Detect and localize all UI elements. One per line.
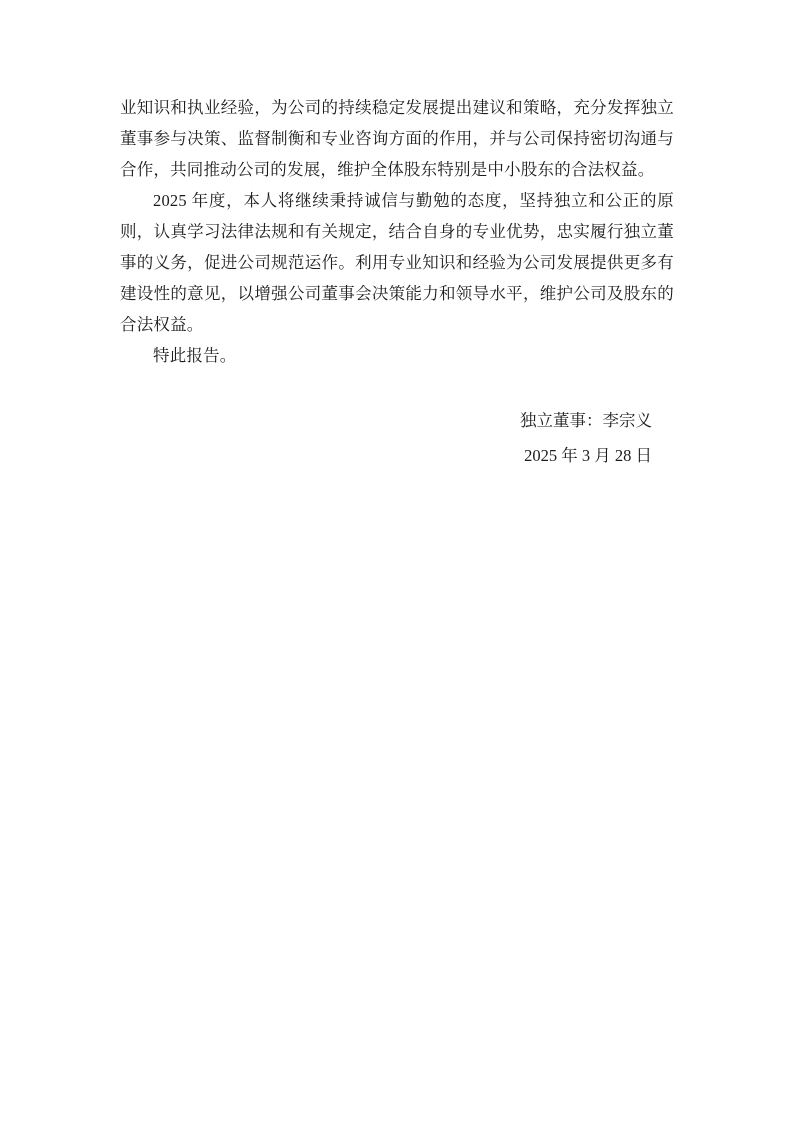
paragraph-continuation: 业知识和执业经验，为公司的持续稳定发展提出建议和策略，充分发挥独立董事参与决策、监督制衡和专业咨询方面的作用，并与公司保持密切沟通与合作，共同推动公司的发展，维护全体股东特别是中小股东的合法权益。	[120, 98, 674, 179]
paragraph-2025-commitment: 2025 年度，本人将继续秉持诚信与勤勉的态度，坚持独立和公正的原则，认真学习法律法规和有关规定，结合自身的专业优势，忠实履行独立董事的义务，促进公司规范运作。利用专业知识和经验为公司发展提供更多有建设性的意见，以增强公司董事会决策能力和领导水平，维护公司及股东的合法权益。	[120, 191, 674, 334]
document-content	[120, 92, 674, 471]
signature-block	[120, 405, 674, 471]
paragraph-closing: 特此报告。	[153, 346, 237, 365]
signature-date: 2025 年 3 月 28 日	[524, 446, 652, 465]
signature-name: 独立董事：李宗义	[520, 411, 652, 430]
